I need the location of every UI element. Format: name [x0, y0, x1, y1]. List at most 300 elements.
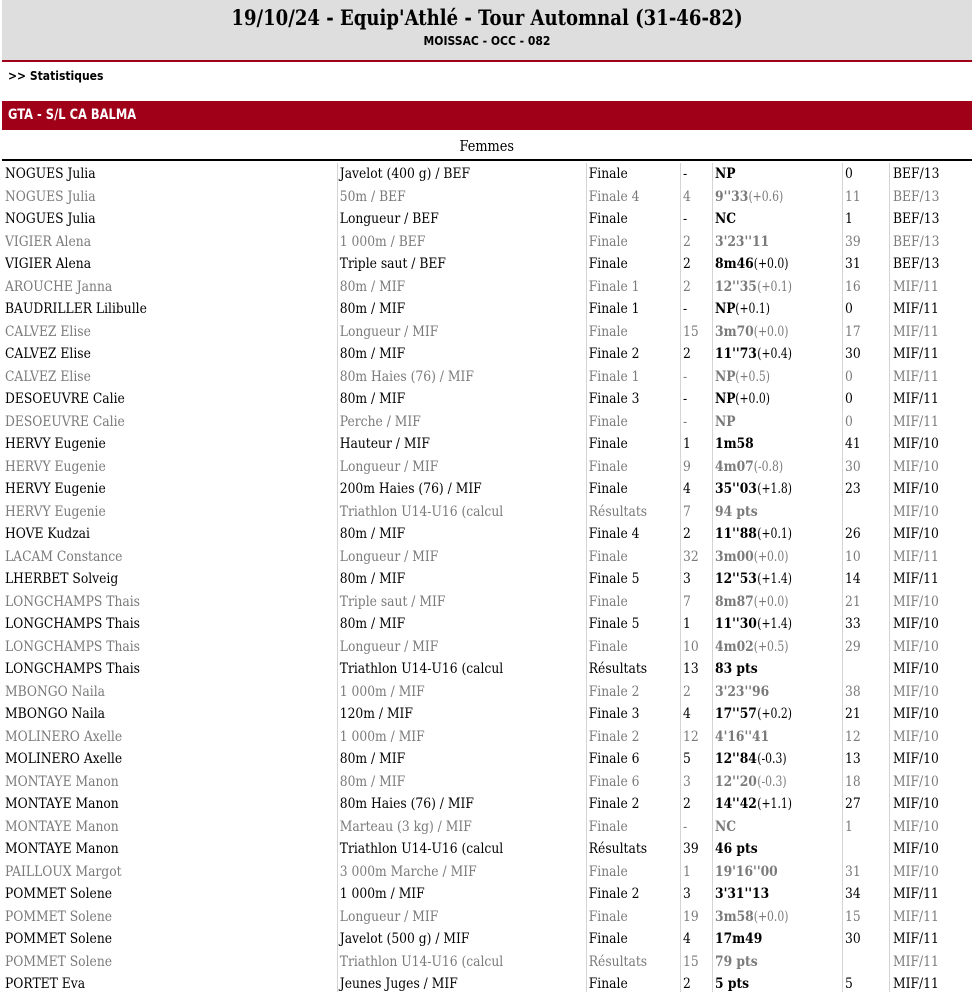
- wind-reading: (+0.4): [756, 346, 792, 362]
- performance: 14''42(+1.1): [712, 793, 840, 816]
- performance: 8m46(+0.0): [712, 253, 840, 276]
- event-name: 200m Haies (76) / MIF: [337, 478, 583, 501]
- event-name: 80m / MIF: [337, 276, 583, 299]
- place: 9: [680, 456, 710, 479]
- points: [842, 501, 886, 524]
- table-row: [2, 433, 972, 456]
- page-title: 19/10/24 - Equip'Athlé - Tour Automnal (31-46-82): [231, 5, 743, 30]
- athlete-name[interactable]: VIGIER Alena: [5, 233, 92, 250]
- points: 31: [842, 861, 886, 884]
- wind-reading: (+0.0): [753, 548, 789, 565]
- event-name: 80m / MIF: [337, 388, 583, 411]
- points: 13: [842, 748, 886, 771]
- points: [842, 951, 886, 974]
- event-name: Jeunes Juges / MIF: [337, 973, 583, 992]
- points: 0: [842, 388, 886, 411]
- athlete-name[interactable]: PAILLOUX Margot: [5, 863, 122, 880]
- athlete-name[interactable]: MOLINERO Axelle: [5, 728, 123, 745]
- performance: 12''84(-0.3): [712, 748, 840, 771]
- category: MIF/10: [889, 636, 972, 659]
- category: MIF/11: [889, 343, 972, 366]
- event-name: Triple saut / BEF: [337, 253, 583, 276]
- round-name: Finale 2: [586, 793, 678, 816]
- table-row: [2, 523, 972, 546]
- category: MIF/10: [889, 658, 972, 681]
- table-row: [2, 726, 972, 749]
- athlete-name[interactable]: NOGUES Julia: [5, 188, 96, 205]
- performance: 3m58(+0.0): [712, 906, 840, 929]
- points: 1: [842, 208, 886, 231]
- page-header: [2, 0, 972, 62]
- athlete-name[interactable]: MONTAYE Manon: [5, 818, 119, 835]
- athlete-name[interactable]: MONTAYE Manon: [5, 773, 119, 790]
- points: 38: [842, 681, 886, 704]
- performance: 11''30(+1.4): [712, 613, 840, 636]
- table-row: [2, 343, 972, 366]
- athlete-name[interactable]: LACAM Constance: [5, 548, 123, 565]
- athlete-name[interactable]: HERVY Eugenie: [5, 481, 106, 497]
- category: MIF/11: [889, 388, 972, 411]
- table-row: [2, 546, 972, 569]
- performance: 79 pts: [712, 951, 840, 974]
- wind-reading: (-0.3): [756, 751, 787, 767]
- event-name: 80m / MIF: [337, 613, 583, 636]
- points: 0: [842, 298, 886, 321]
- place: 2: [680, 973, 710, 992]
- table-row: [2, 636, 972, 659]
- round-name: Finale 1: [586, 276, 678, 299]
- place: 2: [680, 681, 710, 704]
- event-name: Longueur / MIF: [337, 636, 583, 659]
- event-name: Perche / MIF: [337, 411, 583, 434]
- section-title: Femmes: [459, 137, 515, 155]
- event-name: Javelot (400 g) / BEF: [337, 163, 583, 186]
- category: MIF/10: [889, 793, 972, 816]
- round-name: Finale: [586, 478, 678, 501]
- event-name: Longueur / MIF: [337, 321, 583, 344]
- performance: NP: [712, 411, 840, 434]
- round-name: Finale 2: [586, 883, 678, 906]
- round-name: Finale 3: [586, 703, 678, 726]
- event-name: Triathlon U14-U16 (calcul: [337, 951, 583, 974]
- points: 0: [842, 366, 886, 389]
- athlete-name[interactable]: MBONGO Naila: [5, 706, 105, 722]
- wind-reading: (+0.0): [753, 908, 789, 925]
- place: 2: [680, 343, 710, 366]
- event-name: 3 000m Marche / MIF: [337, 861, 583, 884]
- place: -: [680, 816, 710, 839]
- category: BEF/13: [889, 208, 972, 231]
- points: 30: [842, 928, 886, 951]
- table-row: [2, 253, 972, 276]
- results-table: [2, 163, 972, 992]
- points: 0: [842, 411, 886, 434]
- place: 5: [680, 748, 710, 771]
- table-row: [2, 276, 972, 299]
- place: 2: [680, 793, 710, 816]
- table-row: [2, 838, 972, 861]
- event-name: Triathlon U14-U16 (calcul: [337, 501, 583, 524]
- points: 34: [842, 883, 886, 906]
- athlete-name[interactable]: POMMET Solene: [5, 908, 113, 925]
- wind-reading: (+0.1): [735, 301, 771, 317]
- wind-reading: (-0.8): [753, 458, 784, 475]
- place: 15: [680, 321, 710, 344]
- round-name: Finale 3: [586, 388, 678, 411]
- points: 16: [842, 276, 886, 299]
- place: 7: [680, 501, 710, 524]
- category: MIF/10: [889, 703, 972, 726]
- place: 1: [680, 613, 710, 636]
- round-name: Finale: [586, 546, 678, 569]
- performance: 1m58: [712, 433, 840, 456]
- round-name: Résultats: [586, 501, 678, 524]
- table-row: [2, 658, 972, 681]
- points: 26: [842, 523, 886, 546]
- round-name: Finale 4: [586, 523, 678, 546]
- category: MIF/10: [889, 501, 972, 524]
- category: MIF/10: [889, 456, 972, 479]
- points: 21: [842, 703, 886, 726]
- place: 3: [680, 568, 710, 591]
- event-name: 80m / MIF: [337, 523, 583, 546]
- event-name: 1 000m / MIF: [337, 726, 583, 749]
- round-name: Finale 2: [586, 726, 678, 749]
- athlete-name[interactable]: MOLINERO Axelle: [5, 751, 123, 767]
- athlete-name[interactable]: NOGUES Julia: [5, 211, 96, 227]
- table-row: [2, 613, 972, 636]
- category: MIF/11: [889, 973, 972, 992]
- event-name: 80m Haies (76) / MIF: [337, 366, 583, 389]
- points: 39: [842, 231, 886, 254]
- round-name: Finale: [586, 163, 678, 186]
- place: 2: [680, 231, 710, 254]
- performance: 12''20(-0.3): [712, 771, 840, 794]
- event-name: Longueur / MIF: [337, 546, 583, 569]
- wind-reading: (+1.4): [756, 616, 792, 632]
- wind-reading: (+0.0): [753, 593, 789, 610]
- place: -: [680, 366, 710, 389]
- event-name: Longueur / MIF: [337, 906, 583, 929]
- place: 4: [680, 928, 710, 951]
- points: 12: [842, 726, 886, 749]
- place: 1: [680, 433, 710, 456]
- category: MIF/10: [889, 771, 972, 794]
- table-row: [2, 321, 972, 344]
- category: MIF/11: [889, 951, 972, 974]
- points: 30: [842, 343, 886, 366]
- athlete-name[interactable]: POMMET Solene: [5, 886, 113, 902]
- points: 29: [842, 636, 886, 659]
- table-row: [2, 208, 972, 231]
- place: -: [680, 208, 710, 231]
- wind-reading: (+0.1): [756, 278, 792, 295]
- category: MIF/10: [889, 816, 972, 839]
- performance: 11''88(+0.1): [712, 523, 840, 546]
- table-row: [2, 231, 972, 254]
- category: MIF/11: [889, 568, 972, 591]
- table-row: [2, 771, 972, 794]
- performance: 3'31''13: [712, 883, 840, 906]
- round-name: Finale: [586, 973, 678, 992]
- club-name: GTA - S/L CA BALMA: [8, 107, 137, 123]
- performance: 4'16''41: [712, 726, 840, 749]
- athlete-name[interactable]: LONGCHAMPS Thais: [5, 616, 140, 632]
- points: 31: [842, 253, 886, 276]
- wind-reading: (+0.1): [756, 526, 792, 542]
- round-name: Finale 6: [586, 748, 678, 771]
- category: BEF/13: [889, 186, 972, 209]
- round-name: Finale: [586, 816, 678, 839]
- category: BEF/13: [889, 253, 972, 276]
- event-name: 80m / MIF: [337, 568, 583, 591]
- category: MIF/10: [889, 478, 972, 501]
- points: 30: [842, 456, 886, 479]
- category: BEF/13: [889, 231, 972, 254]
- athlete-name[interactable]: VIGIER Alena: [5, 256, 92, 272]
- event-name: 80m / MIF: [337, 298, 583, 321]
- table-row: [2, 478, 972, 501]
- round-name: Finale 1: [586, 366, 678, 389]
- event-name: 80m / MIF: [337, 343, 583, 366]
- table-row: [2, 816, 972, 839]
- athlete-name[interactable]: MONTAYE Manon: [5, 841, 119, 857]
- category: MIF/11: [889, 366, 972, 389]
- place: 2: [680, 253, 710, 276]
- category: MIF/11: [889, 411, 972, 434]
- table-row: [2, 568, 972, 591]
- athlete-name[interactable]: CALVEZ Elise: [5, 346, 91, 362]
- category: MIF/10: [889, 838, 972, 861]
- points: [842, 658, 886, 681]
- place: 10: [680, 636, 710, 659]
- place: 13: [680, 658, 710, 681]
- points: 0: [842, 163, 886, 186]
- performance: NP(+0.5): [712, 366, 840, 389]
- round-name: Finale: [586, 208, 678, 231]
- performance: 9''33(+0.6): [712, 186, 840, 209]
- event-name: Javelot (500 g) / MIF: [337, 928, 583, 951]
- points: 23: [842, 478, 886, 501]
- place: 1: [680, 861, 710, 884]
- category: MIF/10: [889, 433, 972, 456]
- round-name: Résultats: [586, 658, 678, 681]
- performance: 19'16''00: [712, 861, 840, 884]
- category: MIF/11: [889, 321, 972, 344]
- performance: 46 pts: [712, 838, 840, 861]
- wind-reading: (+0.0): [753, 323, 789, 340]
- round-name: Finale: [586, 321, 678, 344]
- round-name: Finale 2: [586, 343, 678, 366]
- athlete-name[interactable]: MBONGO Naila: [5, 683, 105, 700]
- table-row: [2, 501, 972, 524]
- table-row: [2, 591, 972, 614]
- place: -: [680, 388, 710, 411]
- athlete-name[interactable]: POMMET Solene: [5, 953, 113, 970]
- athlete-name[interactable]: HOVE Kudzai: [5, 526, 90, 542]
- event-name: Hauteur / MIF: [337, 433, 583, 456]
- points: 17: [842, 321, 886, 344]
- points: [842, 838, 886, 861]
- wind-reading: (+0.6): [748, 188, 784, 205]
- athlete-name[interactable]: HERVY Eugenie: [5, 458, 106, 475]
- performance: NC: [712, 816, 840, 839]
- performance: 3'23''11: [712, 231, 840, 254]
- round-name: Finale: [586, 411, 678, 434]
- table-row: [2, 951, 972, 974]
- table-row: [2, 973, 972, 992]
- round-name: Finale: [586, 928, 678, 951]
- category: MIF/10: [889, 523, 972, 546]
- category: MIF/10: [889, 681, 972, 704]
- points: 14: [842, 568, 886, 591]
- table-row: [2, 163, 972, 186]
- place: 7: [680, 591, 710, 614]
- place: 39: [680, 838, 710, 861]
- performance: 17''57(+0.2): [712, 703, 840, 726]
- table-row: [2, 906, 972, 929]
- category: MIF/10: [889, 748, 972, 771]
- points: 10: [842, 546, 886, 569]
- event-name: 1 000m / MIF: [337, 681, 583, 704]
- table-row: [2, 186, 972, 209]
- athlete-name[interactable]: HERVY Eugenie: [5, 436, 106, 452]
- place: 4: [680, 703, 710, 726]
- event-name: 80m Haies (76) / MIF: [337, 793, 583, 816]
- round-name: Finale: [586, 253, 678, 276]
- wind-reading: (+1.8): [756, 481, 792, 497]
- table-row: [2, 861, 972, 884]
- table-row: [2, 748, 972, 771]
- table-row: [2, 883, 972, 906]
- event-name: Triathlon U14-U16 (calcul: [337, 658, 583, 681]
- table-row: [2, 928, 972, 951]
- performance: 12''53(+1.4): [712, 568, 840, 591]
- performance: 11''73(+0.4): [712, 343, 840, 366]
- table-row: [2, 411, 972, 434]
- wind-reading: (-0.3): [756, 773, 787, 790]
- wind-reading: (+0.5): [735, 368, 771, 385]
- table-row: [2, 681, 972, 704]
- round-name: Finale 4: [586, 186, 678, 209]
- round-name: Finale: [586, 906, 678, 929]
- event-name: 120m / MIF: [337, 703, 583, 726]
- place: 3: [680, 771, 710, 794]
- points: 41: [842, 433, 886, 456]
- section-header: [2, 133, 972, 161]
- performance: 8m87(+0.0): [712, 591, 840, 614]
- category: MIF/11: [889, 928, 972, 951]
- athlete-name[interactable]: LONGCHAMPS Thais: [5, 661, 140, 677]
- wind-reading: (+0.0): [753, 256, 789, 272]
- event-name: 1 000m / MIF: [337, 883, 583, 906]
- performance: NC: [712, 208, 840, 231]
- statistics-link[interactable]: >> Statistiques: [8, 69, 104, 83]
- table-row: [2, 703, 972, 726]
- athlete-name[interactable]: LONGCHAMPS Thais: [5, 638, 140, 655]
- athlete-name[interactable]: LONGCHAMPS Thais: [5, 593, 140, 610]
- performance: 94 pts: [712, 501, 840, 524]
- points: 5: [842, 973, 886, 992]
- event-name: 80m / MIF: [337, 748, 583, 771]
- place: 15: [680, 951, 710, 974]
- athlete-name[interactable]: POMMET Solene: [5, 931, 113, 947]
- athlete-name[interactable]: AROUCHE Janna: [5, 278, 113, 295]
- place: 4: [680, 478, 710, 501]
- athlete-name[interactable]: MONTAYE Manon: [5, 796, 119, 812]
- place: 32: [680, 546, 710, 569]
- category: MIF/10: [889, 726, 972, 749]
- points: 1: [842, 816, 886, 839]
- athlete-name[interactable]: BAUDRILLER Lilibulle: [5, 301, 147, 317]
- category: BEF/13: [889, 163, 972, 186]
- category: MIF/11: [889, 276, 972, 299]
- athlete-name[interactable]: CALVEZ Elise: [5, 323, 91, 340]
- performance: 3'23''96: [712, 681, 840, 704]
- athlete-name[interactable]: PORTET Eva: [5, 976, 86, 992]
- athlete-name[interactable]: DESOEUVRE Calie: [5, 413, 125, 430]
- athlete-name[interactable]: CALVEZ Elise: [5, 368, 91, 385]
- event-name: Longueur / MIF: [337, 456, 583, 479]
- performance: 3m00(+0.0): [712, 546, 840, 569]
- performance: 3m70(+0.0): [712, 321, 840, 344]
- athlete-name[interactable]: LHERBET Solveig: [5, 571, 119, 587]
- place: 19: [680, 906, 710, 929]
- points: 11: [842, 186, 886, 209]
- wind-reading: (+1.4): [756, 571, 792, 587]
- place: 2: [680, 523, 710, 546]
- event-name: 50m / BEF: [337, 186, 583, 209]
- points: 15: [842, 906, 886, 929]
- event-name: Marteau (3 kg) / MIF: [337, 816, 583, 839]
- points: 27: [842, 793, 886, 816]
- performance: 35''03(+1.8): [712, 478, 840, 501]
- category: MIF/11: [889, 883, 972, 906]
- round-name: Finale: [586, 636, 678, 659]
- round-name: Finale: [586, 231, 678, 254]
- event-name: Triathlon U14-U16 (calcul: [337, 838, 583, 861]
- performance: 83 pts: [712, 658, 840, 681]
- wind-reading: (+1.1): [756, 796, 792, 812]
- round-name: Finale 5: [586, 568, 678, 591]
- performance: NP: [712, 163, 840, 186]
- round-name: Finale: [586, 433, 678, 456]
- round-name: Finale 2: [586, 681, 678, 704]
- category: MIF/10: [889, 613, 972, 636]
- wind-reading: (+0.0): [735, 391, 771, 407]
- category: MIF/11: [889, 546, 972, 569]
- place: 4: [680, 186, 710, 209]
- table-row: [2, 366, 972, 389]
- points: 33: [842, 613, 886, 636]
- category: MIF/11: [889, 906, 972, 929]
- event-name: 80m / MIF: [337, 771, 583, 794]
- place: 2: [680, 276, 710, 299]
- points: 18: [842, 771, 886, 794]
- round-name: Résultats: [586, 838, 678, 861]
- place: -: [680, 163, 710, 186]
- points: 21: [842, 591, 886, 614]
- table-row: [2, 388, 972, 411]
- round-name: Finale 6: [586, 771, 678, 794]
- wind-reading: (+0.2): [756, 706, 792, 722]
- performance: 12''35(+0.1): [712, 276, 840, 299]
- round-name: Finale: [586, 591, 678, 614]
- athlete-name[interactable]: NOGUES Julia: [5, 166, 96, 182]
- performance: 4m02(+0.5): [712, 636, 840, 659]
- athlete-name[interactable]: HERVY Eugenie: [5, 503, 106, 520]
- athlete-name[interactable]: DESOEUVRE Calie: [5, 391, 125, 407]
